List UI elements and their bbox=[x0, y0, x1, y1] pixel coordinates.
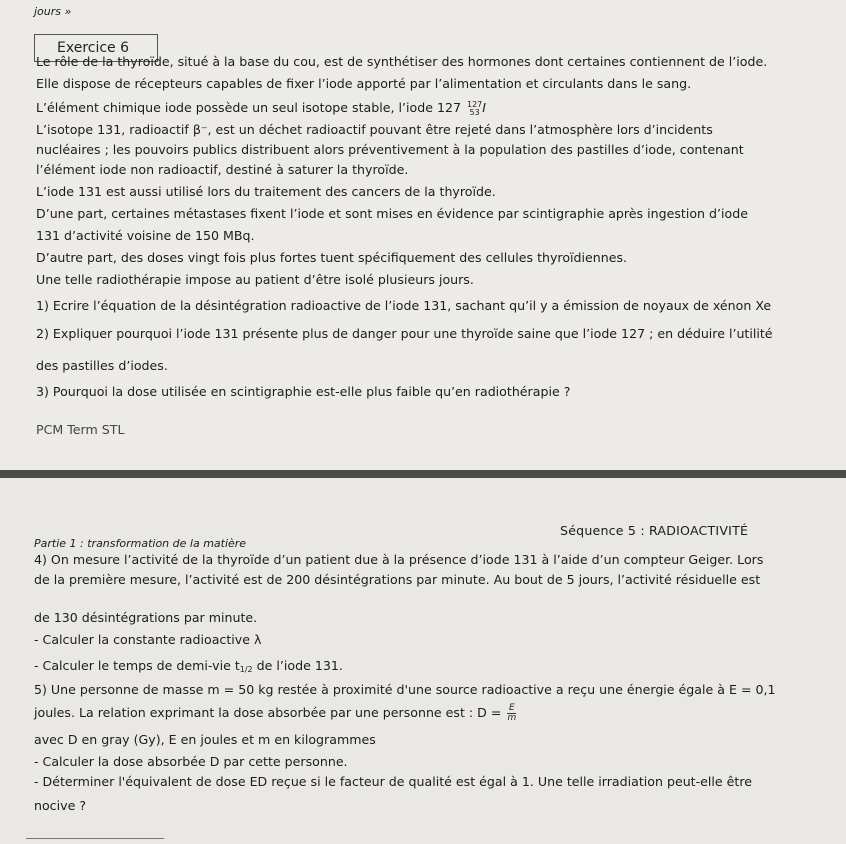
exercise-title: Exercice 6 bbox=[34, 34, 158, 62]
top-header: jours » bbox=[34, 5, 72, 18]
dose-denominator: m bbox=[507, 713, 517, 723]
question-1: 1) Ecrire l’équation de la désintégration radioactive de l’iode 131, sachant qu’il y a émission de noyaux de xénon Xe bbox=[36, 298, 772, 313]
question-4-line-1: 4) On mesure l’activité de la thyroïde d’un patient due à la présence d’iode 131 à l’aide d’un compteur Geiger. Lors bbox=[34, 552, 764, 567]
question-5-nocive: nocive ? bbox=[34, 798, 86, 813]
intro-line-4: L’isotope 131, radioactif β⁻, est un déchet radioactif pouvant être rejeté dans l’atmosphère lors d’incidents bbox=[36, 122, 713, 137]
isotope-mass: 127 bbox=[467, 99, 483, 109]
intro-line-6: l’élément iode non radioactif, destiné à saturer la thyroïde. bbox=[36, 162, 409, 177]
intro-line-3 bbox=[36, 100, 486, 117]
intro-line-7: L’iode 131 est aussi utilisé lors du traitement des cancers de la thyroïde. bbox=[36, 184, 496, 199]
question-2-line-1: 2) Expliquer pourquoi l’iode 131 présente plus de danger pour une thyroïde saine que l’iode 127 ; en déduire l’utilité bbox=[36, 326, 773, 341]
question-4-half-life bbox=[34, 658, 343, 678]
page-edge-line bbox=[26, 838, 164, 839]
intro-line-10: D’autre part, des doses vingt fois plus fortes tuent spécifiquement des cellules thyroïdiennes. bbox=[36, 250, 628, 265]
question-5-dose: - Calculer la dose absorbée D par cette personne. bbox=[34, 754, 348, 769]
question-5-line-1: 5) Une personne de masse m = 50 kg restée à proximité d'une source radioactive a reçu une énergie égale à E = 0,1 bbox=[34, 682, 776, 697]
intro-line-1: Le rôle de la thyroïde, situé à la base du cou, est de synthétiser des hormones dont certaines contiennent de l’iode. bbox=[36, 54, 768, 69]
intro-line-2: Elle dispose de récepteurs capables de fixer l’iode apporté par l’alimentation et circulants dans le sang. bbox=[36, 76, 692, 91]
isotope-notation bbox=[467, 101, 482, 117]
question-2-line-2: des pastilles d’iodes. bbox=[36, 358, 168, 373]
footer-course: PCM Term STL bbox=[36, 422, 125, 437]
half-life-subscript: 1/2 bbox=[239, 665, 253, 674]
half-life-text-end: de l’iode 131. bbox=[252, 658, 343, 673]
isotope-symbol: I bbox=[482, 100, 486, 115]
worksheet-page-bottom bbox=[0, 478, 846, 844]
question-4-lambda: - Calculer la constante radioactive λ bbox=[34, 632, 262, 647]
question-4-line-3: de 130 désintégrations par minute. bbox=[34, 610, 258, 625]
question-3: 3) Pourquoi la dose utilisée en scintigraphie est-elle plus faible qu’en radiothérapie ? bbox=[36, 384, 571, 399]
intro-line-9: 131 d’activité voisine de 150 MBq. bbox=[36, 228, 255, 243]
question-5-units: avec D en gray (Gy), E en joules et m en kilogrammes bbox=[34, 732, 376, 747]
half-life-text: - Calculer le temps de demi-vie t bbox=[34, 658, 240, 673]
question-5-equivalent: - Déterminer l'équivalent de dose ED reçue si le facteur de qualité est égal à 1. Une telle irradiation peut-elle être bbox=[34, 774, 752, 789]
question-5-line-2 bbox=[34, 704, 516, 723]
dose-fraction bbox=[507, 704, 516, 723]
dose-relation-text: joules. La relation exprimant la dose absorbée par une personne est : D = bbox=[34, 705, 506, 720]
dose-numerator: E bbox=[508, 703, 515, 713]
sequence-title: Séquence 5 : RADIOACTIVITÉ bbox=[560, 523, 749, 538]
intro-line-5: nucléaires ; les pouvoirs publics distribuent alors préventivement à la population des pastilles d’iode, contenant bbox=[36, 142, 744, 157]
isotope-atomic-number: 53 bbox=[469, 107, 480, 117]
partie-title: Partie 1 : transformation de la matière bbox=[34, 537, 247, 550]
intro-line-8: D’une part, certaines métastases fixent l’iode et sont mises en évidence par scintigraphie après ingestion d’iode bbox=[36, 206, 748, 221]
intro-line-11: Une telle radiothérapie impose au patient d’être isolé plusieurs jours. bbox=[36, 272, 474, 287]
intro-line-3-text: L’élément chimique iode possède un seul isotope stable, l’iode 127 bbox=[36, 100, 465, 115]
question-4-line-2: de la première mesure, l’activité est de 200 désintégrations par minute. Au bout de 5 jours, l’activité résiduelle est bbox=[34, 572, 761, 587]
